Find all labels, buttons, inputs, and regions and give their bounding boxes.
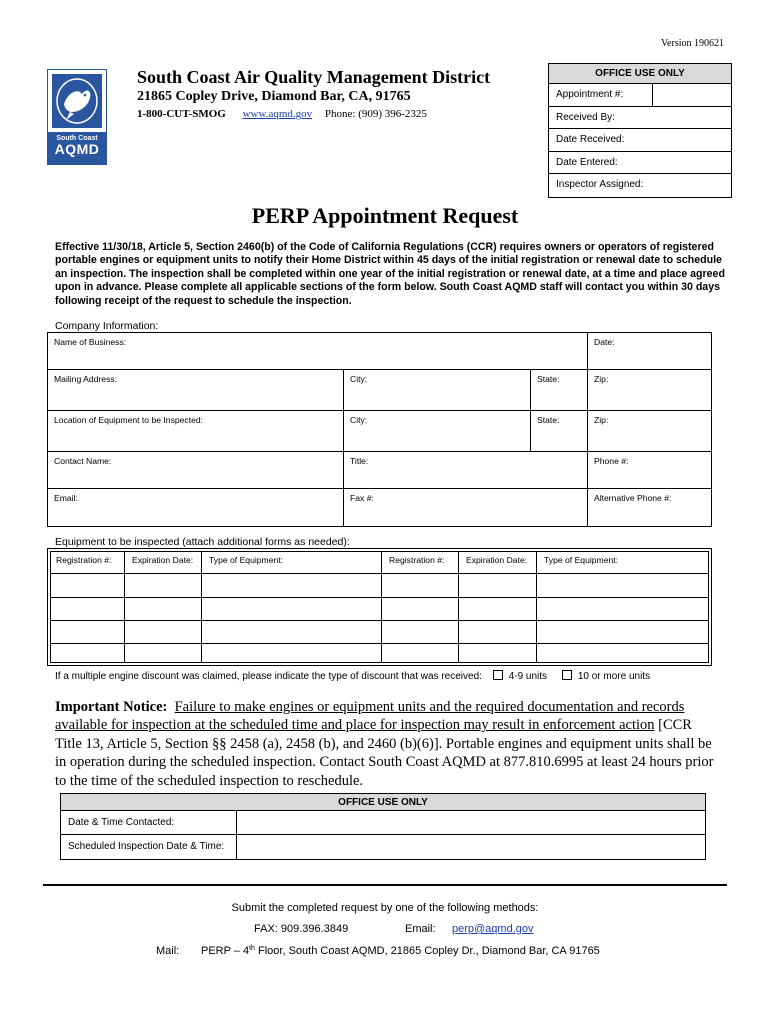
submit-email-label: Email: [405, 923, 436, 935]
location-zip-label: Zip: [594, 415, 609, 425]
smog-phone: 1-800-CUT-SMOG [137, 108, 226, 120]
business-name-field[interactable] [48, 333, 588, 370]
appointment-row[interactable] [549, 84, 731, 107]
scheduled-inspection-label: Scheduled Inspection Date & Time: [61, 835, 237, 859]
email-label: Email: [54, 493, 78, 503]
mailing-city-field[interactable] [344, 370, 531, 411]
mail-prefix: PERP – 4 [201, 945, 250, 957]
mail-rest: Floor, South Coast AQMD, 21865 Copley Dr., Diamond Bar, CA 91765 [254, 945, 600, 957]
date-time-contacted-row[interactable] [61, 811, 705, 835]
alt-phone-field[interactable] [588, 489, 711, 526]
submit-instructions: Submit the completed request by one of the following methods: [231, 902, 539, 914]
business-name-label: Name of Business: [54, 337, 127, 347]
date-received-row[interactable] [549, 129, 731, 152]
title-label: Title: [350, 456, 369, 466]
appointment-label: Appointment #: [549, 84, 653, 106]
important-notice [55, 698, 715, 790]
mailing-city-label: City: [350, 374, 368, 384]
company-info-table [47, 332, 712, 527]
office-use-box-top [548, 63, 732, 198]
location-state-label: State: [537, 415, 560, 425]
aqmd-logo [47, 69, 107, 165]
phone-field[interactable] [588, 452, 711, 489]
contact-name-label: Contact Name: [54, 456, 112, 466]
submit-mail-address [201, 945, 600, 957]
inspector-assigned-label: Inspector Assigned: [556, 179, 644, 190]
notice-underlined: Failure to make engines or equipment units and the required documentation and records available for inspection at the scheduled time and place for inspection may result in enforcement action [55, 699, 685, 734]
org-phone: Phone: (909) 396-2325 [324, 108, 427, 120]
location-city-field[interactable] [344, 411, 531, 452]
submit-email-link[interactable]: perp@aqmd.gov [452, 923, 534, 935]
equipment-table [47, 548, 712, 666]
received-by-label: Received By: [556, 111, 615, 123]
mailing-address-label: Mailing Address: [54, 374, 118, 384]
location-zip-field[interactable] [588, 411, 711, 452]
received-by-row[interactable] [549, 107, 731, 130]
intro-paragraph: Effective 11/30/18, Article 5, Section 2460(b) of the Code of California Regulations (CCR) requires owners or operators of registered portable engines or equipment units to notify their Home District within 45 days of the initial registration or renewal date to schedule an inspection. The inspection shall be completed within one year of the initial registration or renewal date, at a time and place agreed upon in advance. Please complete all applicable sections of the form below. South Coast AQMD staff will contact you within 30 days following receipt of the request to schedule the inspection. [55, 241, 725, 307]
fax-label: Fax #: [350, 493, 374, 503]
notice-heading: Important Notice: [55, 699, 168, 715]
option-4-9-units: 4-9 units [508, 671, 548, 682]
contact-name-field[interactable] [48, 452, 344, 489]
scheduled-inspection-row[interactable] [61, 835, 705, 859]
company-info-label: Company Information: [55, 320, 159, 332]
page-title: PERP Appointment Request [251, 203, 519, 228]
submit-fax: FAX: 909.396.3849 [254, 923, 349, 935]
date-entered-row[interactable] [549, 152, 731, 175]
phone-label: Phone #: [594, 456, 629, 466]
office-use-box-bottom [60, 793, 706, 860]
org-name: South Coast Air Quality Management District [137, 67, 491, 87]
fax-field[interactable] [344, 489, 588, 526]
footer-divider [43, 884, 727, 886]
date-field[interactable] [588, 333, 711, 370]
col-registration-2: Registration #: [389, 555, 445, 565]
dove-icon [52, 74, 102, 128]
location-state-field[interactable] [531, 411, 588, 452]
equipment-location-label: Location of Equipment to be Inspected: [54, 415, 204, 425]
option-10-plus-units: 10 or more units [577, 671, 651, 682]
date-time-contacted-label: Date & Time Contacted: [61, 811, 237, 834]
version-label: Version 190621 [660, 38, 724, 49]
title-field[interactable] [344, 452, 588, 489]
col-registration-1: Registration #: [56, 555, 112, 565]
submit-mail-label: Mail: [156, 945, 180, 957]
mailing-zip-label: Zip: [594, 374, 609, 384]
office-use-heading: OFFICE USE ONLY [549, 64, 731, 84]
date-received-label: Date Received: [556, 134, 625, 145]
mailing-state-field[interactable] [531, 370, 588, 411]
mailing-zip-field[interactable] [588, 370, 711, 411]
mail-superscript: th [249, 945, 255, 952]
mailing-address-field[interactable] [48, 370, 344, 411]
org-address: 21865 Copley Drive, Diamond Bar, CA, 91765 [137, 89, 411, 104]
date-label: Date: [594, 337, 615, 347]
logo-subtitle: South Coast [56, 135, 98, 142]
inspector-assigned-row[interactable] [549, 174, 731, 197]
equipment-label: Equipment to be inspected (attach additional forms as needed): [55, 536, 350, 548]
alt-phone-label: Alternative Phone #: [594, 493, 672, 503]
mailing-state-label: State: [537, 374, 560, 384]
col-type-1: Type of Equipment: [209, 555, 284, 565]
discount-text: If a multiple engine discount was claimed, please indicate the type of discount that was received: [55, 671, 482, 682]
org-contact-line [137, 108, 427, 120]
col-type-2: Type of Equipment: [544, 555, 619, 565]
notice-body: [CCR Title 13, Article 5, Section §§ 2458 (a), 2458 (b), and 2460 (b)(6)]. Portable engines and equipment units shall be in operation during the scheduled inspection. Contact South Coast AQMD at 877.810.6995 at least 24 hours prior to the time of the scheduled inspection to reschedule. [55, 717, 714, 789]
date-entered-label: Date Entered: [556, 156, 618, 168]
col-expiration-2: Expiration Date: [466, 555, 528, 565]
col-expiration-1: Expiration Date: [132, 555, 194, 565]
office-use-heading-bottom: OFFICE USE ONLY [61, 794, 705, 811]
logo-name: AQMD [54, 141, 100, 157]
checkbox-4-9-units[interactable] [493, 670, 503, 680]
equipment-location-field[interactable] [48, 411, 344, 452]
location-city-label: City: [350, 415, 368, 425]
website-link[interactable]: www.aqmd.gov [242, 108, 313, 120]
email-field[interactable] [48, 489, 344, 526]
checkbox-10-plus-units[interactable] [562, 670, 572, 680]
discount-line [55, 670, 650, 682]
